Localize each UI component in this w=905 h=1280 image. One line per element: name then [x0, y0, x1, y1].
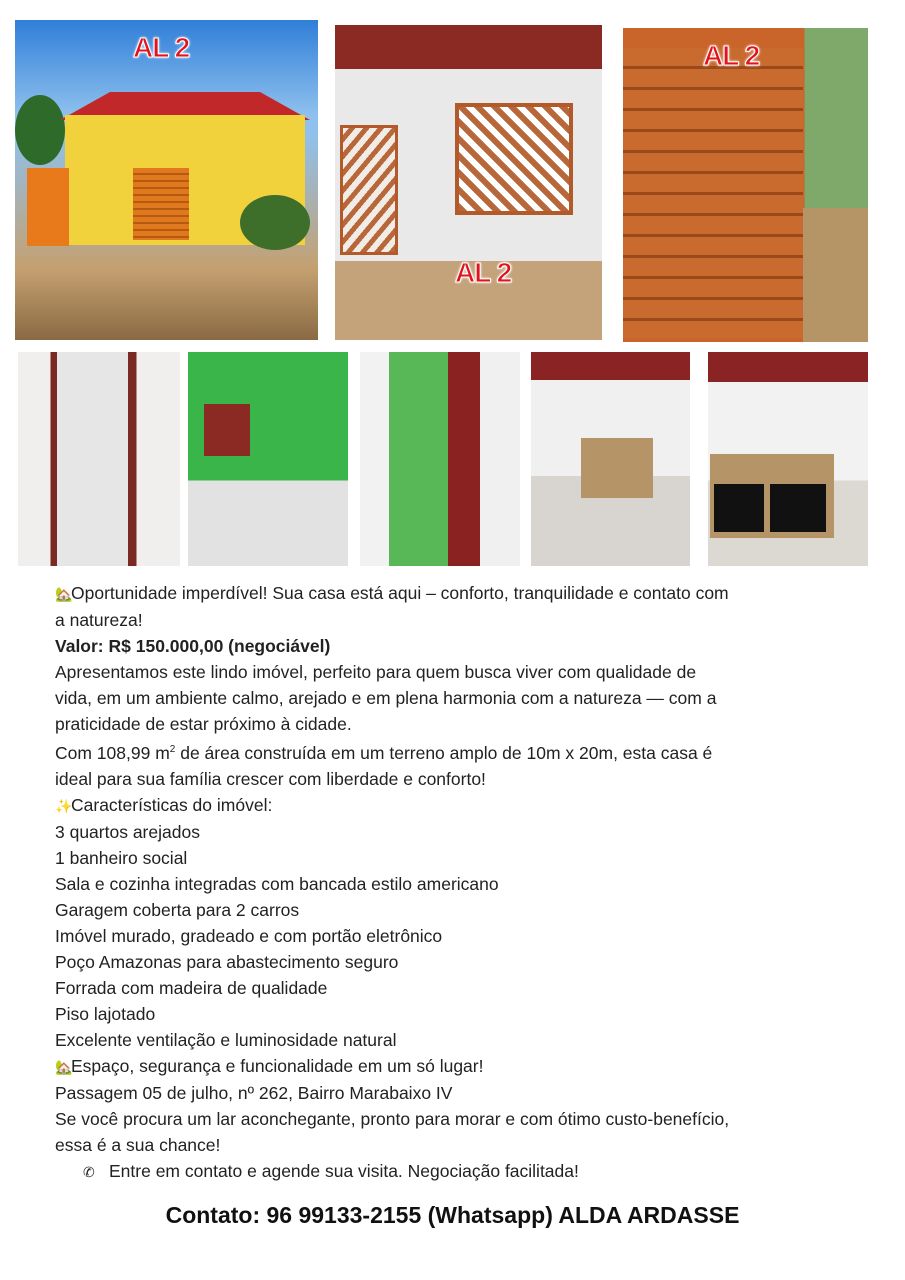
photo-label: AL 2	[703, 40, 760, 71]
door	[27, 168, 69, 246]
window-grille	[455, 103, 573, 215]
listing-description	[55, 580, 865, 1185]
photo-hallway	[18, 352, 180, 566]
tree	[15, 95, 65, 165]
description-line: ideal para sua família crescer com liberdade e conforto!	[55, 768, 486, 789]
photo-porch	[335, 25, 602, 340]
area-text: Com 108,99 m	[55, 742, 170, 763]
description-line: Apresentamos este lindo imóvel, perfeito para quem busca viver com qualidade de	[55, 662, 697, 682]
feature-item: Piso lajotado	[55, 1003, 156, 1024]
features-title: Características do imóvel:	[71, 794, 273, 815]
description-line: vida, em um ambiente calmo, arejado e em plena harmonia com a natureza — com a	[55, 688, 717, 708]
feature-item: 1 banheiro social	[55, 847, 188, 868]
feature-item: Sala e cozinha integradas com bancada estilo americano	[55, 873, 499, 894]
call-to-action: Entre em contato e agende sua visita. Negociação facilitada!	[109, 1160, 579, 1181]
phone-icon: ✆	[83, 1163, 95, 1180]
address: Passagem 05 de julho, nº 262, Bairro Marabaixo IV	[55, 1082, 453, 1103]
contact-info: Contato: 96 99133-2155 (Whatsapp) ALDA ARDASSE	[165, 1202, 740, 1228]
feature-item: Poço Amazonas para abastecimento seguro	[55, 951, 399, 972]
wooden-gate	[623, 48, 803, 338]
tree-house-icon: 🏡	[55, 1058, 73, 1075]
photo-living-room	[531, 352, 690, 566]
photo-room-door	[360, 352, 520, 566]
photo-label: AL 2	[455, 257, 512, 288]
feature-item: Excelente ventilação e luminosidade natural	[55, 1029, 397, 1050]
feature-item: 3 quartos arejados	[55, 821, 200, 842]
tagline: Espaço, segurança e funcionalidade em um só lugar!	[71, 1055, 484, 1076]
area-line	[55, 737, 865, 766]
intro-text-cont: a natureza!	[55, 610, 143, 630]
area-text: de área construída em um terreno amplo de 10m x 20m, esta casa é	[175, 742, 713, 763]
feature-item: Garagem coberta para 2 carros	[55, 899, 300, 920]
ground	[803, 208, 868, 342]
tree-house-icon: 🏡	[55, 586, 73, 602]
closing-text: essa é a sua chance!	[55, 1134, 221, 1155]
photo-house-front	[15, 20, 318, 340]
closing-text: Se você procura um lar aconchegante, pronto para morar e com ótimo custo-benefício,	[55, 1108, 730, 1129]
superscript: 2	[169, 744, 176, 755]
photo-label: AL 2	[133, 32, 190, 63]
photo-gate	[623, 28, 868, 342]
sparkles-icon: ✨	[55, 797, 73, 814]
feature-item: Imóvel murado, gradeado e com portão eletrônico	[55, 925, 443, 946]
feature-item: Forrada com madeira de qualidade	[55, 977, 328, 998]
description-line: praticidade de estar próximo à cidade.	[55, 714, 352, 734]
photo-bedroom	[188, 352, 348, 566]
price: Valor: R$ 150.000,00 (negociável)	[55, 636, 331, 656]
features-list	[55, 819, 865, 1053]
door	[340, 125, 398, 255]
bush	[240, 195, 310, 250]
intro-text: Oportunidade imperdível! Sua casa está aqui – conforto, tranquilidade e contato com	[71, 583, 729, 603]
garage-gate	[133, 168, 189, 240]
photo-kitchen	[708, 352, 868, 566]
